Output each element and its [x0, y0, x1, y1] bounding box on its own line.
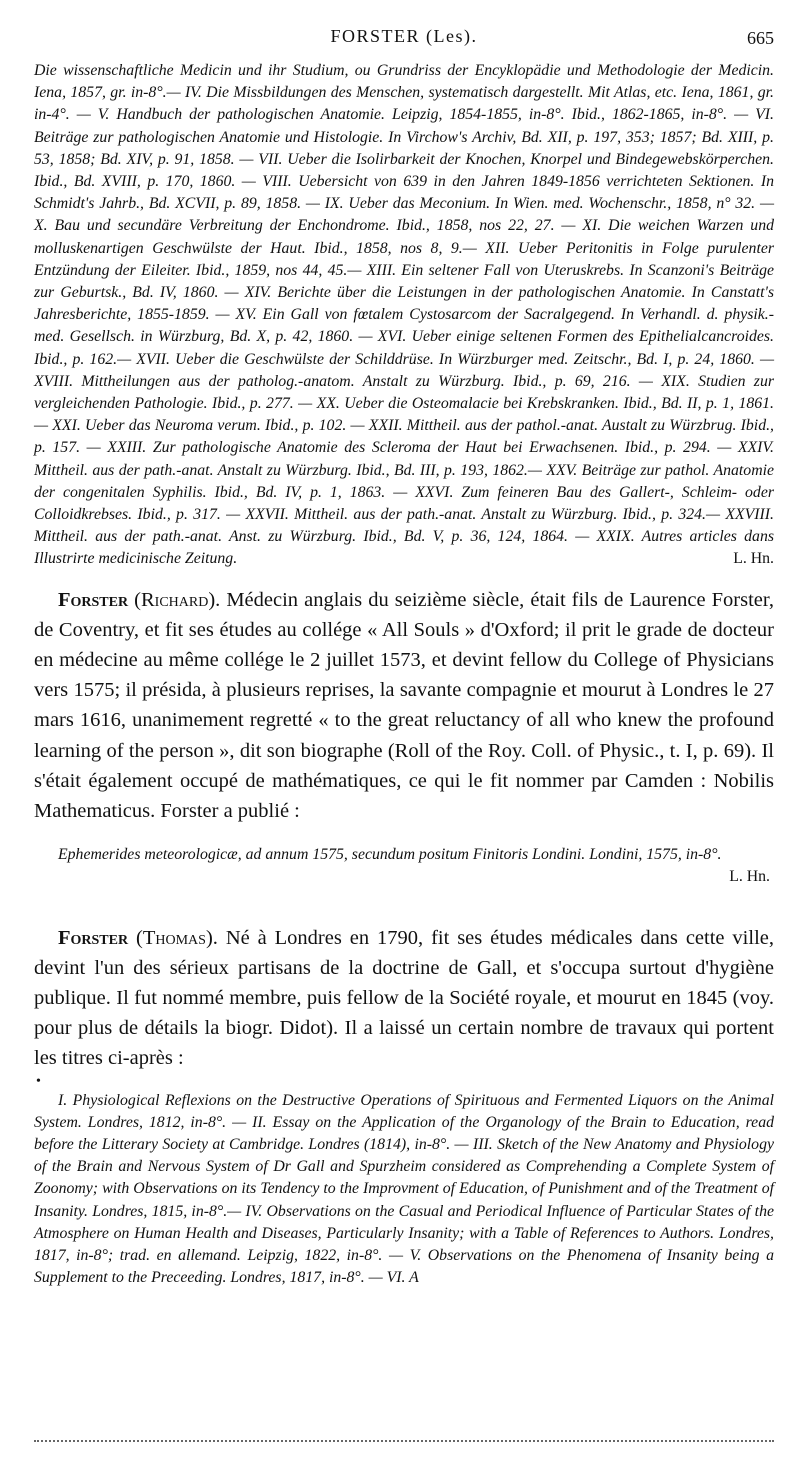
entry-thomas-text: Né à Londres en 1790, fit ses études médicales dans cette ville, devint l'un des sérieux partisans de la doctrine de Gall, et s'occupa surtout d'hygiène publique. Il fut nommé membre, puis fellow de la Société royale, et mourut en 1845 (voy. pour plus de détails la biogr. Didot). Il a laissé un certain nombre de travaux qui portent les titres ci-après : — [34, 926, 774, 1070]
bibliography-thomas — [34, 1090, 774, 1290]
entry-forster-les — [34, 60, 774, 571]
signature-richard: L. Hn. — [729, 867, 770, 885]
given-name-thomas: (Thomas). — [136, 926, 218, 949]
entry-richard-text: Médecin anglais du seizième siècle, était fils de Laurence Forster, de Coventry, et fit ses études au collége « All Souls » d'Oxford; il prit le grade de docteur en médecine au même collége le 2 juillet 1573, et devint fellow du College of Physicians vers 1575; il présida, à plusieurs reprises, la savante compagnie et mourut à Londres le 27 mars 1616, unanimement regretté « to the great reluctancy of all who knew the profound learning of the person », dit son biographe (Roll of the Roy. Coll. of Physic., t. I, p. 69). Il s'était également occupé de mathématiques, ce qui le fit nommer par Camden : Nobilis Mathematicus. Forster a publié : — [34, 588, 774, 823]
entry-forster-thomas — [34, 923, 774, 1290]
surname-thomas: Forster — [58, 926, 129, 949]
bibliography-richard-text: Ephemerides meteorologicæ, ad annum 1575, secundum positum Finitoris Londini. Londini, 1575, in-8°. — [58, 846, 722, 864]
entry-thomas-paragraph — [34, 923, 774, 1074]
entry-forster-richard — [34, 585, 774, 887]
bibliography-les — [34, 60, 774, 571]
bibliography-les-text: Die wissenschaftliche Medicin und ihr Studium, ou Grundriss der Encyklopädie und Methodologie der Medicin. Iena, 1857, gr. in-8°.— IV. Die Missbildungen des Menschen, systematisch dargestellt. Mit Atlas, etc. Iena, 1861, gr. in-4°. — V. Handbuch der pathologischen Anatomie. Leipzig, 1854-1855, in-8°. Ibid., 1862-1865, in-8°. — VI. Beiträge zur pathologischen Anatomie und Histologie. In Virchow's Archiv, Bd. XII, p. 197, 353; 1857; Bd. XIII, p. 53, 1858; Bd. XIV, p. 91, 1858. — VII. Ueber die Isolirbarkeit der Knochen, Knorpel und Bindegewebskörperchen. Ibid., Bd. XVIII, p. 170, 1860. — VIII. Uebersicht von 639 in den Jahren 1849-1856 verrichteten Sektionen. In Schmidt's Jahrb., Bd. XCVII, p. 89, 1858. — IX. Ueber das Meconium. In Wien. med. Wochenschr., 1858, n° 32. — X. Bau und secundäre Verbreitung der Enchondrome. Ibid., 1858, nos 22, 27. — XI. Die weichen Warzen und molluskenartigen Geschwülste der Haut. Ibid., 1858, nos 8, 9.— XII. Ueber Peritonitis in Folge purulenter Entzündung der Eileiter. Ibid., 1859, nos 44, 45.— XIII. Ein seltener Fall von Uteruskrebs. In Scanzoni's Beiträge zur Geburtsk., Bd. IV, 1860. — XIV. Berichte über die Leistungen in der pathologischen Anatomie. In Canstatt's Jahresberichte, 1855-1859. — XV. Ein Gall von fœtalem Cystosarcom der Sacralgegend. In Verhandl. d. physik.-med. Gesellsch. in Würzburg, Bd. X, p. 42, 1860. — XVI. Ueber einige seltenen Formen des Epithelialcancroides. Ibid., p. 162.— XVII. Ueber die Geschwülste der Schilddrüse. In Würzburger med. Zeitschr., Bd. I, p. 24, 1860. — XVIII. Mittheilungen aus der patholog.-anatom. Anstalt zu Würzburg. Ibid., p. 69, 216. — XIX. Studien zur vergleichenden Pathologie. Ibid., p. 277. — XX. Ueber die Osteomalacie bei Krebskranken. Ibid., Bd. II, p. 1, 1861. — XXI. Ueber das Neuroma verum. Ibid., p. 102. — XXII. Mittheil. aus der pathol.-anat. Austalt zu Würzbrug. Ibid., p. 157. — XXIII. Zur pathologische Anatomie des Scleroma der Haut bei Erwachsenen. Ibid., p. 294. — XXIV. Mittheil. aus der path.-anat. Anstalt zu Würzburg. Ibid., Bd. III, p. 193, 1862.— XXV. Beiträge zur pathol. Anatomie der congenitalen Syphilis. Ibid., Bd. IV, p. 1, 1863. — XXVI. Zum feineren Bau des Gallert-, Schleim- oder Colloidkrebses. Ibid., p. 317. — XXVII. Mittheil. aus der path.-anat. Anstalt zu Würzburg. Ibid., p. 324.— XXVIII. Mittheil. aus der path.-anat. Anst. zu Würzburg. Ibid., Bd. V, p. 36, 124, 1864. — XXIX. Autres articles dans Illustrirte medicinische Zeitung. — [34, 62, 774, 568]
footer-rule — [34, 1440, 774, 1442]
page — [34, 0, 774, 1289]
page-number: 665 — [747, 28, 774, 48]
surname-richard: Forster — [58, 588, 129, 611]
bullet-mark: • — [36, 1073, 41, 1089]
entry-richard-paragraph — [34, 585, 774, 827]
page-header — [34, 0, 774, 58]
signature-les: L. Hn. — [733, 550, 774, 568]
running-title: FORSTER (Les). — [330, 26, 478, 46]
given-name-richard: (Richard). — [134, 588, 221, 611]
bibliography-richard — [34, 844, 774, 866]
bibliography-thomas-text: I. Physiological Reflexions on the Destructive Operations of Spirituous and Fermented Liquors on the Animal System. Londres, 1812, in-8°. — II. Essay on the Application of the Organology of the Brain to Education, read before the Litterary Society at Cambridge. Londres (1814), in-8°. — III. Sketch of the New Anatomy and Physiology of the Brain and Nervous System of Dr Gall and Spurzheim considered as Comprehending a Complete System of Zoonomy; with Observations on its Tendency to the Improvment of Education, of Punishment and of the Treatment of Insanity. Londres, 1815, in-8°.— IV. Observations on the Casual and Periodical Influence of Particular States of the Atmosphere on Human Health and Diseases, Particularly Insanity; with a Table of References to Authors. Londres, 1817, in-8°; trad. en allemand. Leipzig, 1822, in-8°. — V. Observations on the Phenomena of Insanity being a Supplement to the Preceeding. Londres, 1817, in-8°. — VI. A — [34, 1091, 774, 1287]
